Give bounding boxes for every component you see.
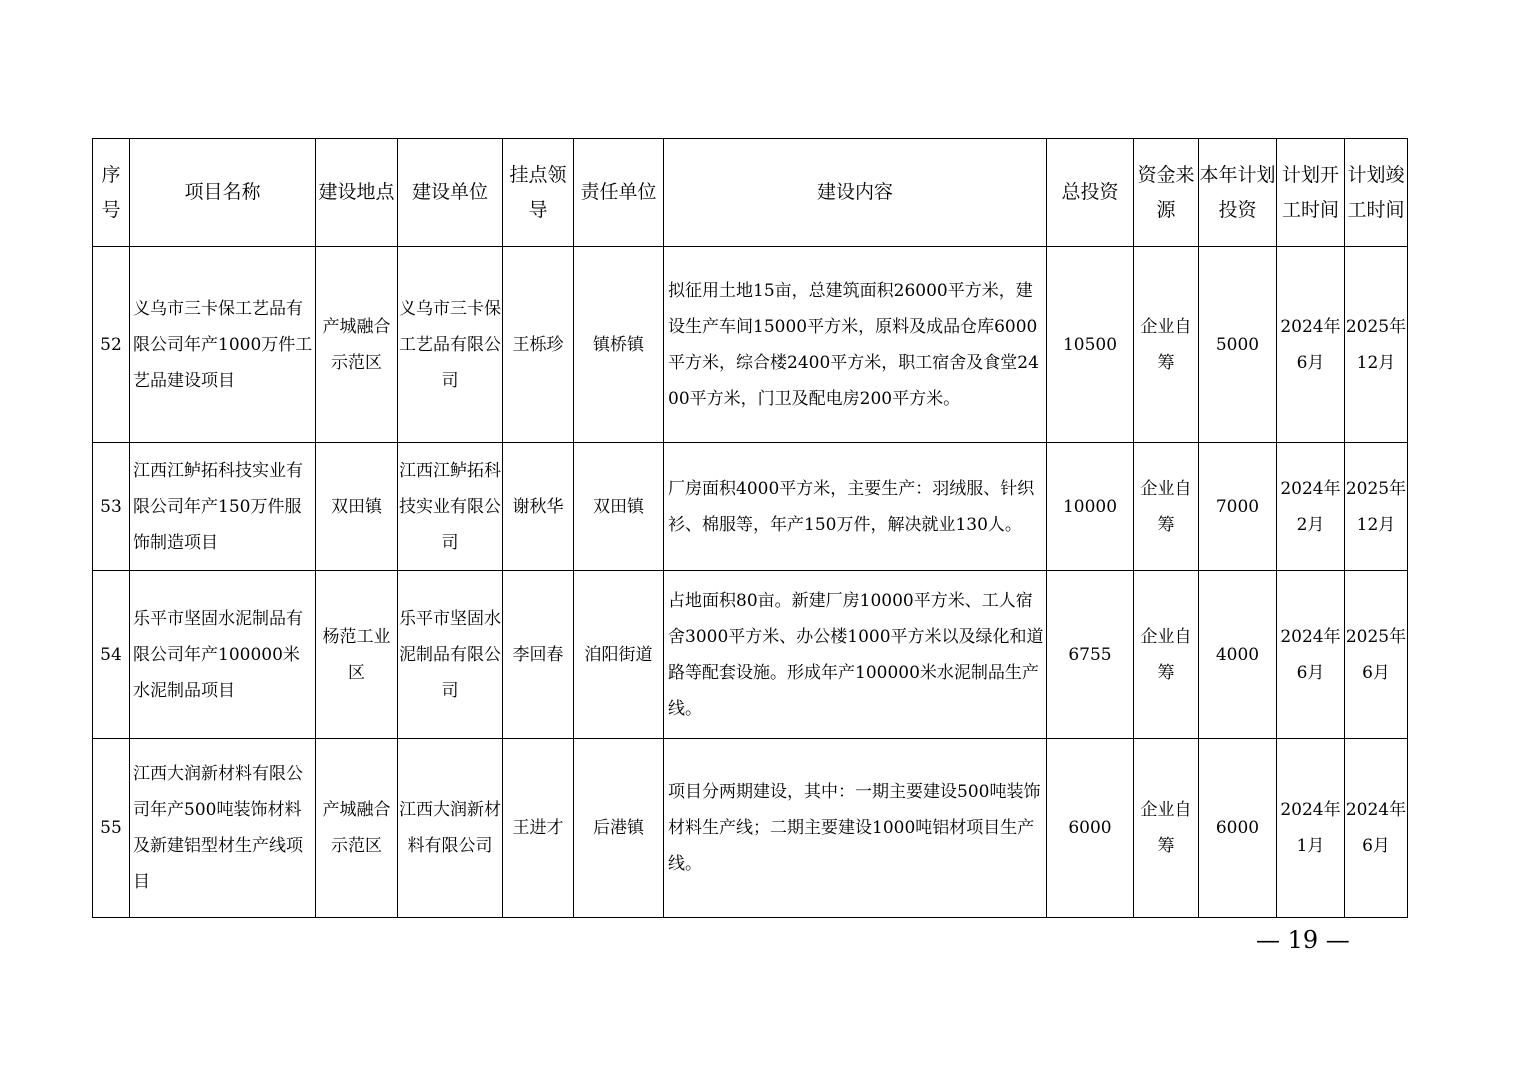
cell-year-plan: 6000 — [1199, 739, 1277, 918]
cell-content: 占地面积80亩。新建厂房10000平方米、工人宿舍3000平方米、办公楼1000平方米以及绿化和道路等配套设施。形成年产100000米水泥制品生产线。 — [664, 571, 1047, 739]
cell-total: 6755 — [1047, 571, 1134, 739]
cell-fund: 企业自筹 — [1134, 443, 1199, 571]
cell-content: 项目分两期建设，其中：一期主要建设500吨装饰材料生产线；二期主要建设1000吨铝材项目生产线。 — [664, 739, 1047, 918]
cell-start: 2024年6月 — [1277, 247, 1345, 443]
cell-leader: 王进才 — [503, 739, 574, 918]
page-number: — 19 — — [1256, 926, 1350, 954]
cell-builder: 江西江鲈拓科技实业有限公司 — [398, 443, 503, 571]
header-builder: 建设单位 — [398, 139, 503, 247]
header-end: 计划竣工时间 — [1345, 139, 1408, 247]
cell-content: 厂房面积4000平方米，主要生产：羽绒服、针织衫、棉服等，年产150万件，解决就业130人。 — [664, 443, 1047, 571]
table-row — [93, 739, 1408, 918]
header-seq: 序号 — [93, 139, 130, 247]
cell-dept: 洎阳街道 — [574, 571, 664, 739]
header-start: 计划开工时间 — [1277, 139, 1345, 247]
cell-fund: 企业自筹 — [1134, 571, 1199, 739]
cell-end: 2024年6月 — [1345, 739, 1408, 918]
header-content: 建设内容 — [664, 139, 1047, 247]
cell-name: 义乌市三卡保工艺品有限公司年产1000万件工艺品建设项目 — [130, 247, 316, 443]
table-row — [93, 247, 1408, 443]
cell-leader: 李回春 — [503, 571, 574, 739]
cell-content: 拟征用土地15亩，总建筑面积26000平方米，建设生产车间15000平方米，原料及成品仓库6000平方米，综合楼2400平方米，职工宿舍及食堂2400平方米，门卫及配电房200平方米。 — [664, 247, 1047, 443]
table-row — [93, 443, 1408, 571]
cell-location: 产城融合示范区 — [316, 739, 398, 918]
cell-year-plan: 7000 — [1199, 443, 1277, 571]
cell-dept: 后港镇 — [574, 739, 664, 918]
cell-total: 6000 — [1047, 739, 1134, 918]
cell-end: 2025年12月 — [1345, 247, 1408, 443]
cell-name: 乐平市坚固水泥制品有限公司年产100000米水泥制品项目 — [130, 571, 316, 739]
table-row — [93, 571, 1408, 739]
cell-leader: 王栎珍 — [503, 247, 574, 443]
cell-builder: 江西大润新材料有限公司 — [398, 739, 503, 918]
cell-leader: 谢秋华 — [503, 443, 574, 571]
cell-total: 10000 — [1047, 443, 1134, 571]
header-fund: 资金来源 — [1134, 139, 1199, 247]
cell-total: 10500 — [1047, 247, 1134, 443]
cell-year-plan: 4000 — [1199, 571, 1277, 739]
cell-seq: 55 — [93, 739, 130, 918]
cell-start: 2024年6月 — [1277, 571, 1345, 739]
cell-name: 江西大润新材料有限公司年产500吨装饰材料及新建铝型材生产线项目 — [130, 739, 316, 918]
cell-dept: 镇桥镇 — [574, 247, 664, 443]
cell-location: 双田镇 — [316, 443, 398, 571]
cell-end: 2025年12月 — [1345, 443, 1408, 571]
cell-dept: 双田镇 — [574, 443, 664, 571]
cell-start: 2024年2月 — [1277, 443, 1345, 571]
cell-end: 2025年6月 — [1345, 571, 1408, 739]
header-location: 建设地点 — [316, 139, 398, 247]
cell-builder: 义乌市三卡保工艺品有限公司 — [398, 247, 503, 443]
cell-name: 江西江鲈拓科技实业有限公司年产150万件服饰制造项目 — [130, 443, 316, 571]
header-year-plan: 本年计划投资 — [1199, 139, 1277, 247]
header-dept: 责任单位 — [574, 139, 664, 247]
cell-seq: 52 — [93, 247, 130, 443]
header-total: 总投资 — [1047, 139, 1134, 247]
cell-start: 2024年1月 — [1277, 739, 1345, 918]
cell-seq: 53 — [93, 443, 130, 571]
cell-seq: 54 — [93, 571, 130, 739]
cell-builder: 乐平市坚固水泥制品有限公司 — [398, 571, 503, 739]
cell-year-plan: 5000 — [1199, 247, 1277, 443]
cell-location: 杨范工业区 — [316, 571, 398, 739]
cell-fund: 企业自筹 — [1134, 739, 1199, 918]
project-table — [92, 138, 1408, 918]
header-name: 项目名称 — [130, 139, 316, 247]
header-row — [93, 139, 1408, 247]
header-leader: 挂点领导 — [503, 139, 574, 247]
cell-fund: 企业自筹 — [1134, 247, 1199, 443]
cell-location: 产城融合示范区 — [316, 247, 398, 443]
